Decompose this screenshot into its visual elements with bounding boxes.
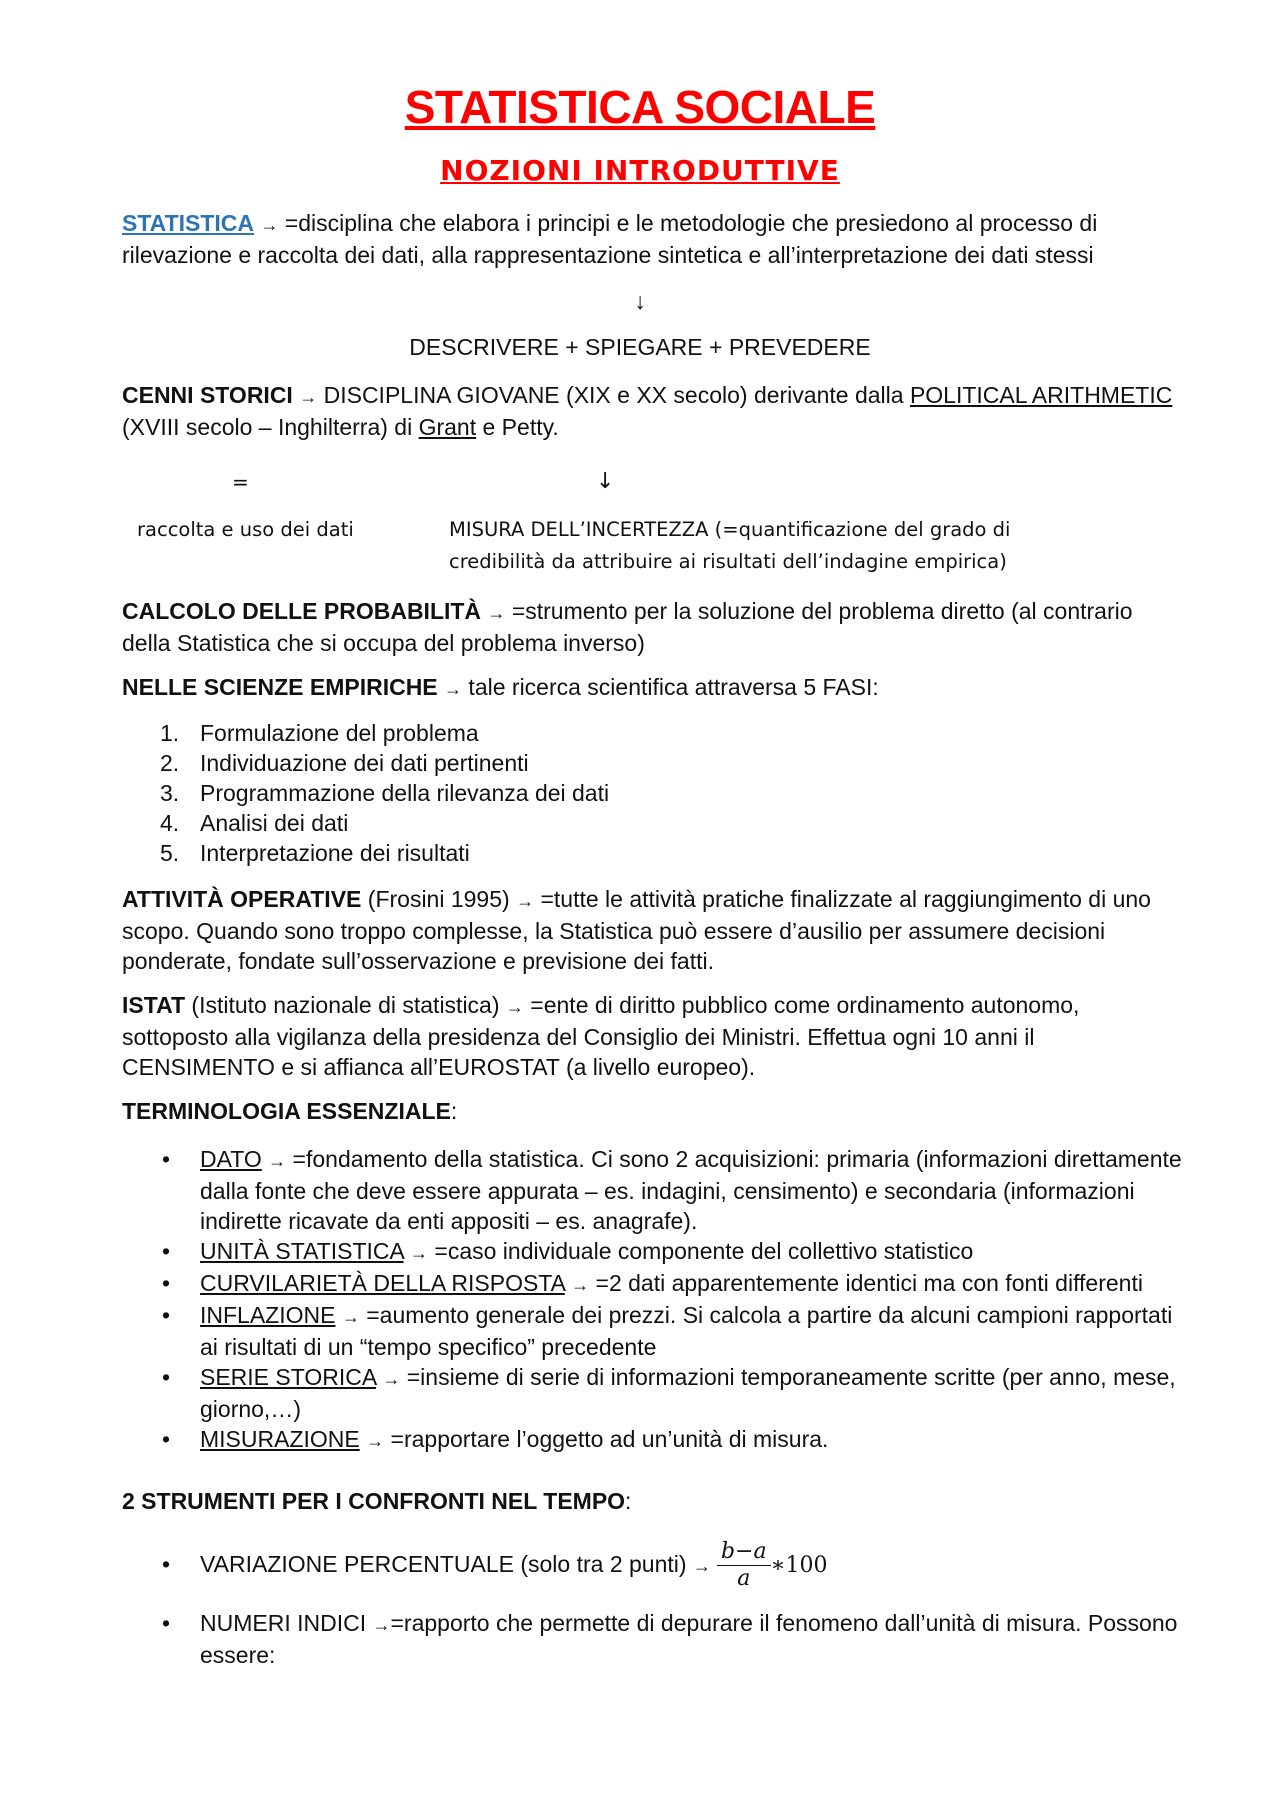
list-number: 4. <box>160 810 180 836</box>
terminology-list <box>122 1144 1182 1456</box>
calcolo-probabilita <box>122 596 1182 658</box>
bullet-icon: • <box>162 1364 171 1390</box>
term-definition: =rapportare l’oggetto ad un’unità di misura. <box>384 1426 829 1452</box>
list-item <box>122 1236 1182 1268</box>
list-item <box>122 808 609 838</box>
list-item-label: Individuazione dei dati pertinenti <box>200 750 529 776</box>
list-number: 3. <box>160 780 180 806</box>
list-item <box>122 838 609 868</box>
down-arrow-icon: ↓ <box>634 288 646 314</box>
term-definition: =aumento generale dei prezzi. Si calcola a partire da alcuni campioni rapportati ai risultati di un “tempo specifico” precedente <box>200 1302 1173 1360</box>
list-item-label: Analisi dei dati <box>200 810 349 836</box>
term-definition: =caso individuale componente del collettivo statistico <box>428 1238 974 1264</box>
term-label: UNITÀ STATISTICA <box>200 1238 404 1264</box>
list-item <box>122 778 609 808</box>
scienze-text: tale ricerca scientifica attraversa 5 FASI: <box>462 674 879 700</box>
list-item <box>122 1144 1182 1236</box>
term-label: CURVILARIETÀ DELLA RISPOSTA <box>200 1270 565 1296</box>
equals-sign: = <box>232 470 249 494</box>
formula-denominator: a <box>737 1566 751 1592</box>
calcolo-term: CALCOLO DELLE PROBABILITÀ <box>122 598 482 624</box>
list-number: 1. <box>160 720 180 746</box>
istat-definition <box>122 990 1182 1082</box>
term-label: MISURAZIONE <box>200 1426 360 1452</box>
list-item <box>122 718 609 748</box>
arrow-icon: → <box>692 1556 711 1576</box>
page-title: STATISTICA SOCIALE <box>404 81 876 133</box>
calcolo-text: =strumento per la soluzione del problema diretto (al contrario della Statistica che si occupa del problema inverso) <box>122 598 1133 656</box>
list-item <box>122 1362 1182 1424</box>
formula-multiplier: ∗100 <box>770 1552 828 1578</box>
arrow-icon: → <box>410 1243 428 1263</box>
down-arrow-icon: ↓ <box>596 469 615 494</box>
statistica-text: =disciplina che elabora i principi e le metodologie che presiedono al processo di rilevazione e raccolta dei dati, alla rappresentazione sintetica e all’interpretazione dei dati stessi <box>122 210 1098 268</box>
attivita-operative <box>122 884 1182 976</box>
statistica-goals: DESCRIVERE + SPIEGARE + PREVEDERE <box>409 334 871 360</box>
cenni-text: DISCIPLINA GIOVANE (XIX e XX secolo) derivante dalla <box>317 382 910 408</box>
list-item <box>122 1268 1182 1300</box>
list-item-label: Formulazione del problema <box>200 720 479 746</box>
bullet-icon: • <box>162 1551 171 1577</box>
terminologia-heading <box>122 1096 1182 1126</box>
strumenti-heading <box>122 1486 1182 1516</box>
cenni-term: CENNI STORICI <box>122 382 293 408</box>
arrow-icon: → <box>505 997 524 1017</box>
percent-formula <box>717 1539 771 1592</box>
cenni-right-note: MISURA DELL’INCERTEZZA (=quantificazione del grado di credibilità da attribuire ai risultati dell’indagine empirica) <box>449 518 1011 573</box>
cenni-text: (XVIII secolo – Inghilterra) di <box>122 414 419 440</box>
attivita-text: =tutte le attività pratiche finalizzate al raggiungimento di uno scopo. Quando sono troppo complesse, la Statistica può essere d’ausilio per assumere decisioni ponderate, fondate sull’osservazione e previsione dei fatti. <box>122 886 1151 974</box>
formula-numerator: b−a <box>717 1539 771 1566</box>
istat-source: (Istituto nazionale di statistica) <box>185 992 506 1018</box>
attivita-source: (Frosini 1995) <box>361 886 517 912</box>
heading-colon: : <box>625 1488 632 1514</box>
bullet-icon: • <box>162 1302 171 1328</box>
arrow-icon: → <box>260 215 279 235</box>
cenni-storici <box>122 380 1182 442</box>
scienze-empiriche <box>122 672 1182 704</box>
indici-text: =rapporto che permette di depurare il fenomeno dall’unità di misura. Possono essere: <box>200 1610 1178 1668</box>
term-label: SERIE STORICA <box>200 1364 376 1390</box>
arrow-icon: → <box>341 1307 360 1327</box>
heading-colon: : <box>450 1098 458 1124</box>
istat-text: =ente di diritto pubblico come ordinamento autonomo, sottoposto alla vigilanza della presidenza del Consiglio dei Ministri. Effettua ogni 10 anni il CENSIMENTO e si affianca all’EUROSTAT (a livello europeo). <box>122 992 1080 1080</box>
list-item <box>122 1532 1182 1596</box>
phases-list <box>122 718 609 868</box>
bullet-icon: • <box>162 1610 171 1636</box>
attivita-term: ATTIVITÀ OPERATIVE <box>122 886 362 912</box>
strumenti-list <box>122 1532 1182 1670</box>
term-label: DATO <box>200 1146 262 1172</box>
arrow-icon: → <box>299 387 318 407</box>
bullet-icon: • <box>162 1426 171 1452</box>
list-item <box>122 1300 1182 1362</box>
list-number: 2. <box>160 750 180 776</box>
bullet-icon: • <box>162 1238 171 1264</box>
section-heading: 2 STRUMENTI PER I CONFRONTI NEL TEMPO <box>122 1488 626 1514</box>
term-definition: =fondamento della statistica. Ci sono 2 acquisizioni: primaria (informazioni direttamente dalla fonte che deve essere appurata – es. indagini, censimento) e secondaria (informazioni indirette ricavate da enti appositi – es. anagrafe). <box>200 1146 1182 1234</box>
page-subtitle: NOZIONI INTRODUTTIVE <box>440 154 840 187</box>
arrow-icon: → <box>366 1431 385 1451</box>
cenni-text: e Petty. <box>476 414 559 440</box>
term-definition: =insieme di serie di informazioni temporaneamente scritte (per anno, mese, giorno,…) <box>200 1364 1176 1422</box>
variazione-label: VARIAZIONE PERCENTUALE (solo tra 2 punti) <box>200 1551 693 1577</box>
statistica-definition <box>122 208 1182 270</box>
indici-label: NUMERI INDICI <box>200 1610 373 1636</box>
grant-name: Grant <box>418 414 477 440</box>
list-item-label: Programmazione della rilevanza dei dati <box>200 780 610 806</box>
arrow-icon: → <box>372 1615 391 1635</box>
bullet-icon: • <box>162 1146 171 1172</box>
list-number: 5. <box>160 840 180 866</box>
list-item <box>122 1608 1182 1670</box>
arrow-icon: → <box>571 1275 590 1295</box>
scienze-term: NELLE SCIENZE EMPIRICHE <box>122 674 438 700</box>
arrow-icon: → <box>444 679 463 699</box>
term-label: INFLAZIONE <box>200 1302 336 1328</box>
section-heading: TERMINOLOGIA ESSENZIALE <box>122 1098 451 1124</box>
statistica-term: STATISTICA <box>122 210 255 236</box>
list-item <box>122 748 609 778</box>
cenni-left-note: raccolta e uso dei dati <box>137 518 354 541</box>
arrow-icon: → <box>516 891 535 911</box>
political-arithmetic: POLITICAL ARITHMETIC <box>909 382 1173 408</box>
istat-term: ISTAT <box>122 992 186 1018</box>
bullet-icon: • <box>162 1270 171 1296</box>
term-definition: =2 dati apparentemente identici ma con fonti differenti <box>589 1270 1143 1296</box>
list-item-label: Interpretazione dei risultati <box>200 840 470 866</box>
arrow-icon: → <box>268 1151 287 1171</box>
arrow-icon: → <box>382 1369 401 1389</box>
list-item <box>122 1424 1182 1456</box>
arrow-icon: → <box>487 603 506 623</box>
